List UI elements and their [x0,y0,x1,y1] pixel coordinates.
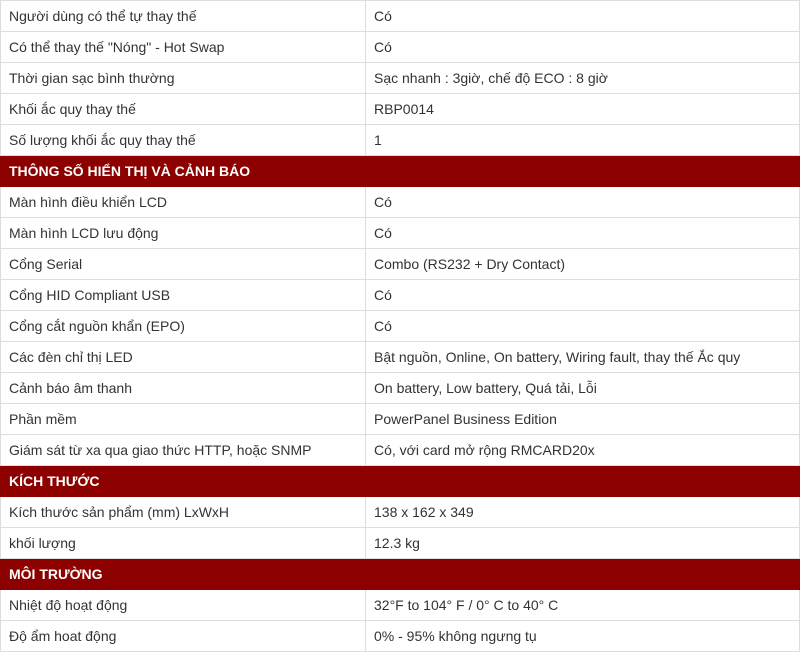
spec-label: khối lượng [1,528,366,559]
spec-label: Độ ẩm hoat động [1,621,366,652]
spec-value: Có [366,187,800,218]
spec-row [1,187,800,218]
spec-label: Cổng Serial [1,249,366,280]
spec-row [1,63,800,94]
spec-row [1,1,800,32]
spec-value: Sạc nhanh : 3giờ, chế độ ECO : 8 giờ [366,63,800,94]
spec-value: Combo (RS232 + Dry Contact) [366,249,800,280]
spec-row [1,621,800,652]
spec-label: Cổng HID Compliant USB [1,280,366,311]
spec-value: Có [366,1,800,32]
spec-row [1,218,800,249]
spec-value: RBP0014 [366,94,800,125]
spec-value: Có [366,311,800,342]
spec-row [1,342,800,373]
spec-value: Có, với card mở rộng RMCARD20x [366,435,800,466]
spec-label: Kích thước sản phẩm (mm) LxWxH [1,497,366,528]
spec-value: 138 x 162 x 349 [366,497,800,528]
section-header-label: KÍCH THƯỚC [1,466,800,497]
spec-label: Số lượng khối ắc quy thay thế [1,125,366,156]
section-header-environment [1,559,800,590]
spec-value: 12.3 kg [366,528,800,559]
spec-label: Khối ắc quy thay thế [1,94,366,125]
spec-row [1,528,800,559]
spec-label: Phần mềm [1,404,366,435]
spec-value: Bật nguồn, Online, On battery, Wiring fault, thay thế Ắc quy [366,342,800,373]
spec-label: Giám sát từ xa qua giao thức HTTP, hoặc SNMP [1,435,366,466]
spec-value: Có [366,280,800,311]
spec-value: Có [366,218,800,249]
spec-label: Có thể thay thế "Nóng" - Hot Swap [1,32,366,63]
section-header-label: MÔI TRƯỜNG [1,559,800,590]
spec-row [1,249,800,280]
spec-table-body [1,1,800,652]
spec-row [1,125,800,156]
spec-label: Màn hình điều khiển LCD [1,187,366,218]
section-header-display-alerts [1,156,800,187]
spec-value: On battery, Low battery, Quá tải, Lỗi [366,373,800,404]
spec-row [1,373,800,404]
spec-label: Cảnh báo âm thanh [1,373,366,404]
spec-label: Các đèn chỉ thị LED [1,342,366,373]
spec-label: Cổng cắt nguồn khẩn (EPO) [1,311,366,342]
spec-row [1,311,800,342]
spec-row [1,435,800,466]
spec-value: 32°F to 104° F / 0° C to 40° C [366,590,800,621]
spec-row [1,590,800,621]
spec-label: Nhiệt độ hoạt động [1,590,366,621]
section-header-dimensions [1,466,800,497]
spec-value: PowerPanel Business Edition [366,404,800,435]
spec-label: Người dùng có thể tự thay thế [1,1,366,32]
spec-value: 0% - 95% không ngưng tụ [366,621,800,652]
spec-row [1,497,800,528]
spec-label: Màn hình LCD lưu động [1,218,366,249]
section-header-label: THÔNG SỐ HIỂN THỊ VÀ CẢNH BÁO [1,156,800,187]
spec-row [1,280,800,311]
spec-value: Có [366,32,800,63]
spec-row [1,404,800,435]
spec-row [1,32,800,63]
spec-row [1,94,800,125]
spec-value: 1 [366,125,800,156]
spec-label: Thời gian sạc bình thường [1,63,366,94]
